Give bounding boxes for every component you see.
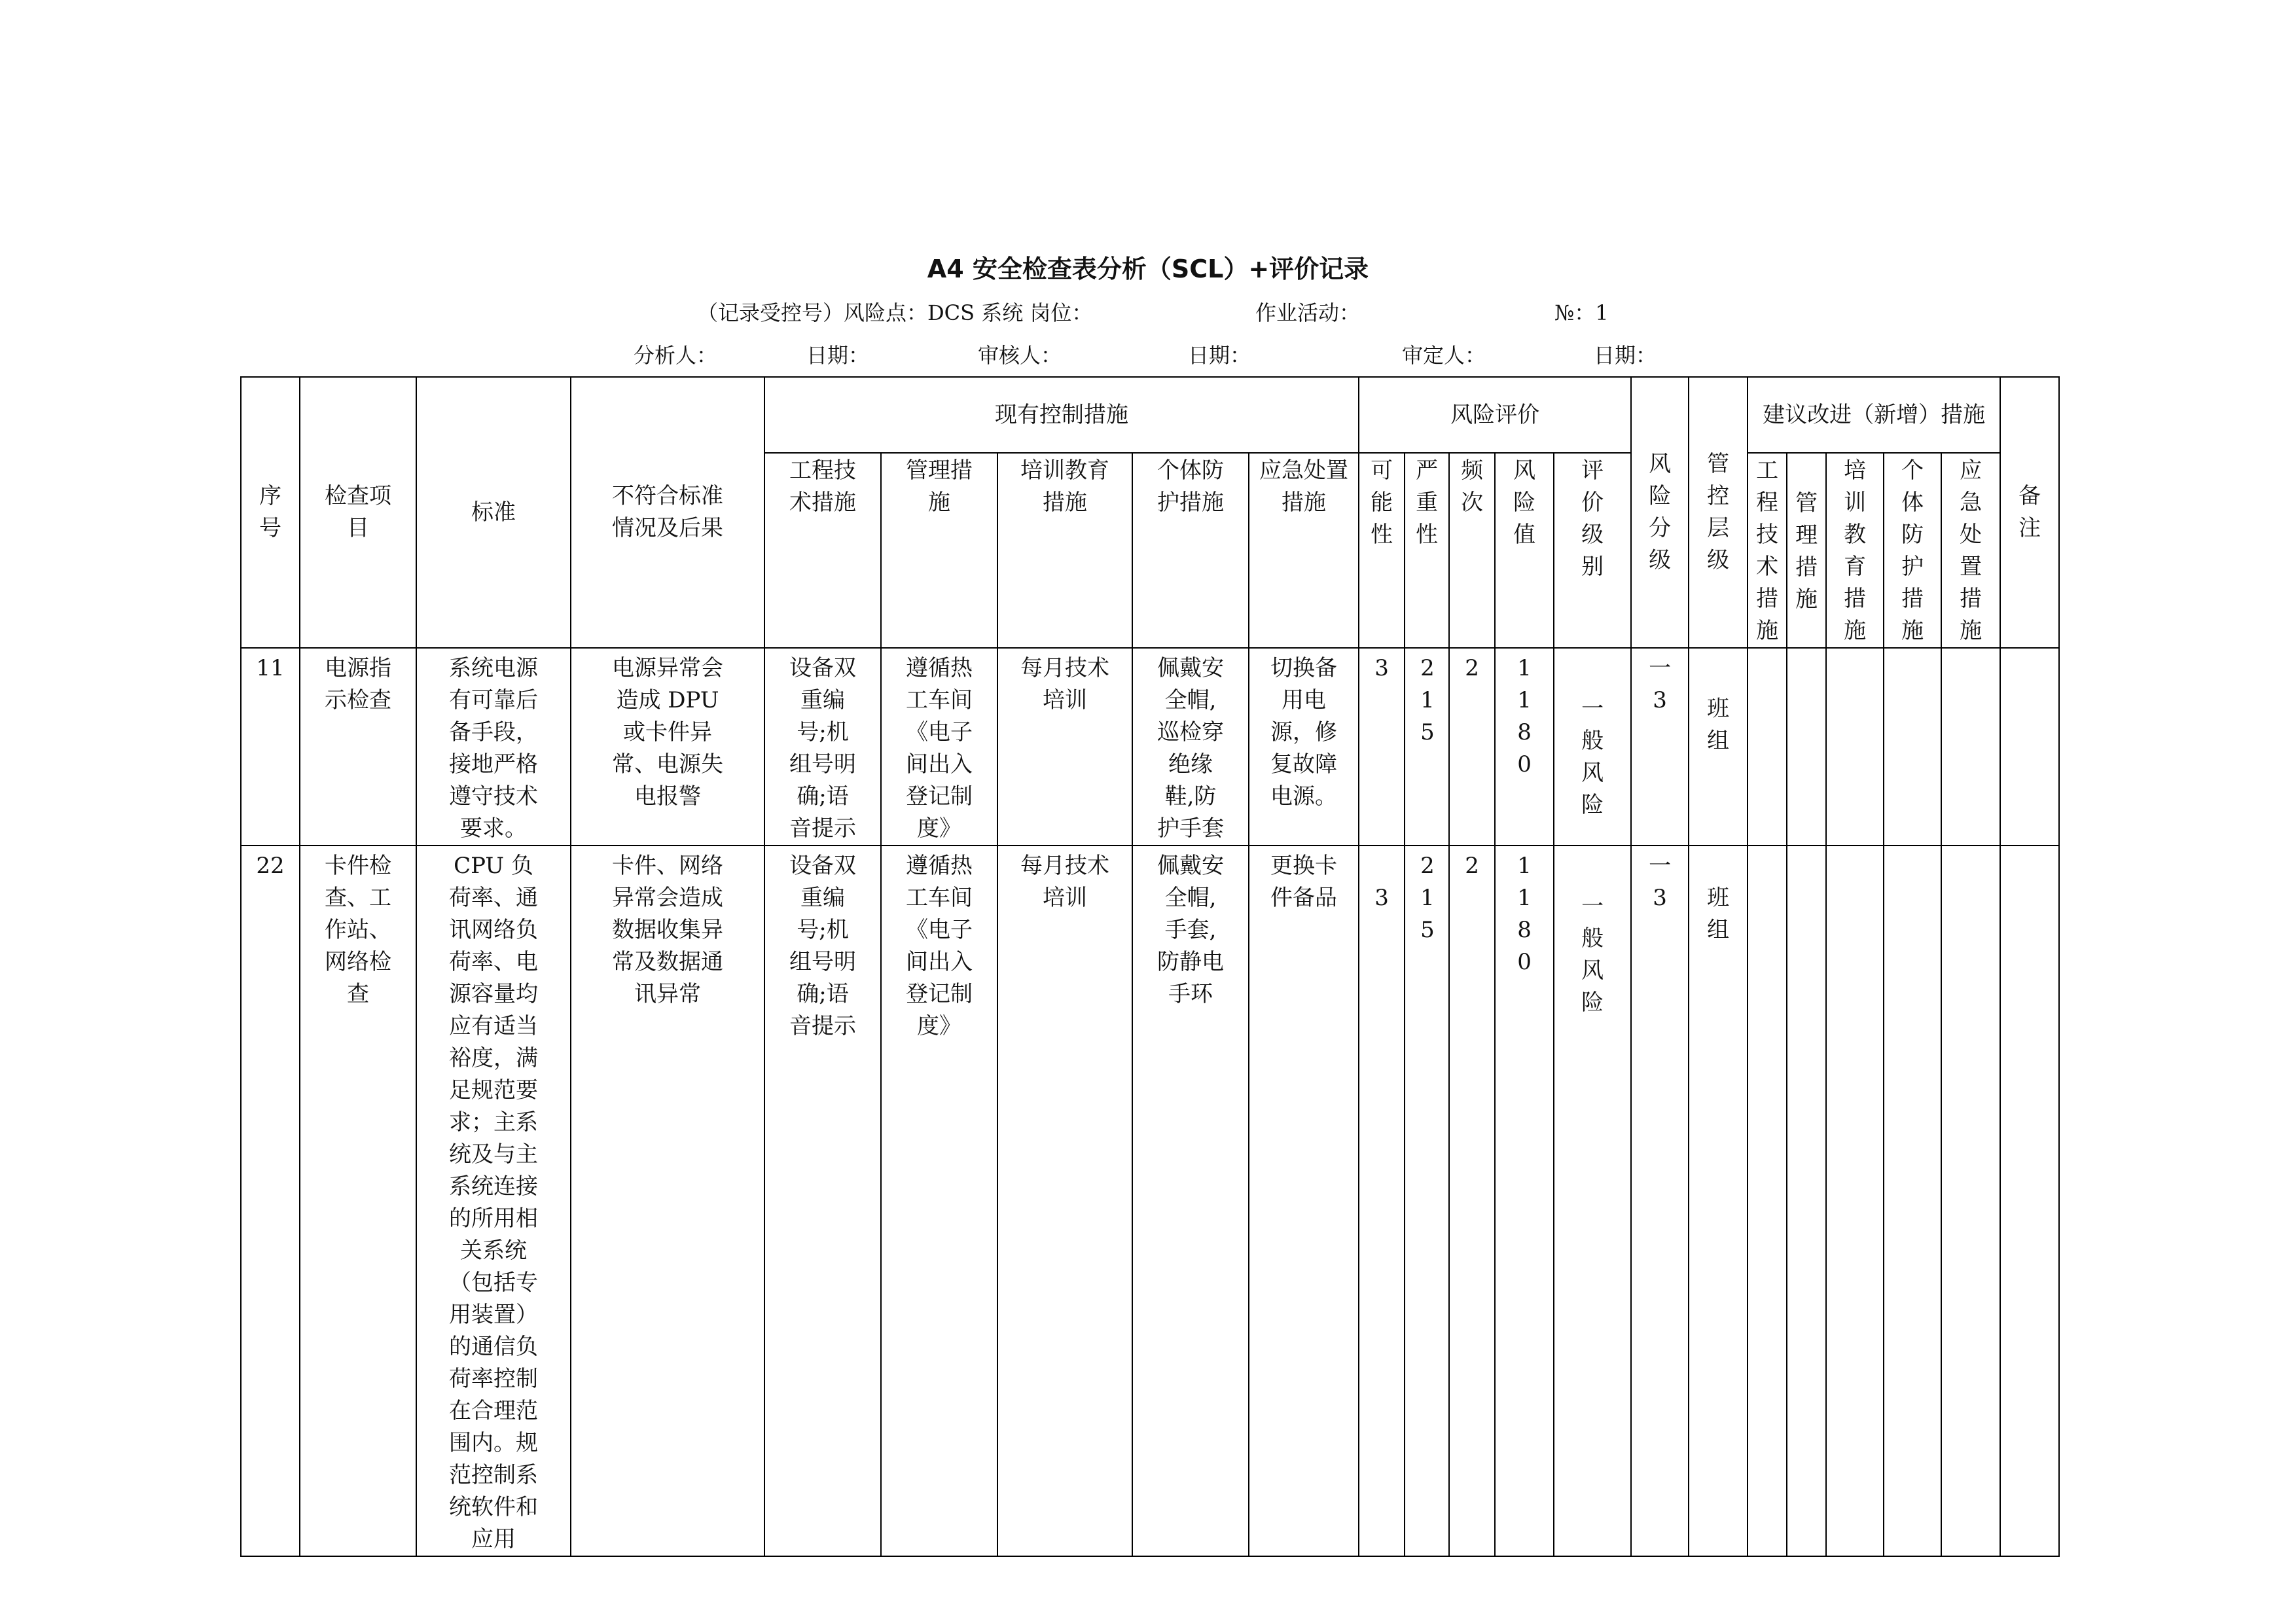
header-suggest-emergency: 应急处置措施 [1941, 453, 2000, 648]
row-training: 每月技术培训 [997, 846, 1132, 1556]
table-row [241, 648, 2059, 846]
row-nonconform: 电源异常会造成 DPU 或卡件异常、电源失电报警 [571, 648, 764, 846]
row-seq: 11 [241, 648, 300, 846]
header-suggest-training: 培训教育措施 [1826, 453, 1884, 648]
row-item: 卡件检查、工作站、网络检查 [300, 846, 416, 1556]
header-suggest-eng: 工程技术措施 [1748, 453, 1787, 648]
header-remark: 备注 [2000, 377, 2059, 648]
header-control-level: 管控层级 [1689, 377, 1748, 648]
header-risk-grade: 风险分级 [1631, 377, 1689, 648]
header-severity: 严重性 [1405, 453, 1449, 648]
row-frequency: 2 [1449, 846, 1495, 1556]
row-risk-grade: 一3 [1631, 846, 1689, 1556]
header-suggested-measures: 建议改进（新增）措施 [1748, 377, 2000, 453]
row-suggest-eng [1748, 846, 1787, 1556]
row-eng: 设备双重编号;机组号明确;语音提示 [764, 846, 881, 1556]
row-nonconform: 卡件、网络异常会造成数据收集异常及数据通讯异常 [571, 846, 764, 1556]
row-risk-value: 1180 [1495, 846, 1554, 1556]
header-eval-level: 评价级别 [1554, 453, 1631, 648]
row-control-level: 班组 [1689, 648, 1748, 846]
analyst-label: 分析人： [634, 343, 718, 368]
activity-label: 作业活动： [1255, 300, 1361, 325]
analyst-date-label: 日期： [806, 343, 870, 368]
row-eval-level: 一般风险 [1554, 846, 1631, 1556]
row-standard: 系统电源有可靠后备手段，接地严格遵守技术要求。 [416, 648, 571, 846]
row-suggest-ppe [1884, 648, 1941, 846]
row-suggest-eng [1748, 648, 1787, 846]
row-eng: 设备双重编号;机组号明确;语音提示 [764, 648, 881, 846]
row-suggest-emergency [1941, 648, 2000, 846]
row-suggest-training [1826, 846, 1884, 1556]
row-remark [2000, 846, 2059, 1556]
row-seq: 22 [241, 846, 300, 1556]
row-emergency: 切换备用电源，修复故障电源。 [1249, 648, 1359, 846]
row-frequency: 2 [1449, 648, 1495, 846]
row-remark [2000, 648, 2059, 846]
row-control-level: 班组 [1689, 846, 1748, 1556]
header-seq: 序号 [241, 377, 300, 648]
header-existing-measures: 现有控制措施 [764, 377, 1359, 453]
header-frequency: 频次 [1449, 453, 1495, 648]
header-risk-evaluation: 风险评价 [1359, 377, 1631, 453]
row-emergency: 更换卡件备品 [1249, 846, 1359, 1556]
header-training: 培训教育措施 [997, 453, 1132, 648]
header-eng: 工程技术措施 [764, 453, 881, 648]
header-mgmt: 管理措施 [881, 453, 997, 648]
row-suggest-ppe [1884, 846, 1941, 1556]
table-row [241, 846, 2059, 1556]
row-likelihood: 3 [1359, 846, 1405, 1556]
row-severity: 215 [1405, 846, 1449, 1556]
header-likelihood: 可能性 [1359, 453, 1405, 648]
scl-table [240, 376, 2060, 1557]
row-risk-grade: 一3 [1631, 648, 1689, 846]
header-nonconform: 不符合标准情况及后果 [571, 377, 764, 648]
row-mgmt: 遵循热工车间《电子间出入登记制度》 [881, 846, 997, 1556]
reviewer-label: 审核人： [978, 343, 1062, 368]
row-suggest-mgmt [1787, 648, 1826, 846]
header-risk-value: 风险值 [1495, 453, 1554, 648]
header-emergency: 应急处置措施 [1249, 453, 1359, 648]
row-ppe: 佩戴安全帽,巡检穿绝缘鞋,防护手套 [1132, 648, 1249, 846]
row-eval-level: 一般风险 [1554, 648, 1631, 846]
row-ppe: 佩戴安全帽,手套,防静电手环 [1132, 846, 1249, 1556]
document-title: A4 安全检查表分析（SCL）+评价记录 [927, 255, 1369, 283]
header-suggest-mgmt: 管理措施 [1787, 453, 1826, 648]
row-mgmt: 遵循热工车间《电子间出入登记制度》 [881, 648, 997, 846]
row-suggest-emergency [1941, 846, 2000, 1556]
row-suggest-mgmt [1787, 846, 1826, 1556]
header-row-1 [241, 377, 2059, 453]
header-ppe: 个体防护措施 [1132, 453, 1249, 648]
row-severity: 215 [1405, 648, 1449, 846]
header-suggest-ppe: 个体防护措施 [1884, 453, 1941, 648]
approver-label: 审定人： [1402, 343, 1486, 368]
row-risk-value: 1180 [1495, 648, 1554, 846]
header-item: 检查项目 [300, 377, 416, 648]
approver-date-label: 日期： [1594, 343, 1657, 368]
row-suggest-training [1826, 648, 1884, 846]
header-standard: 标准 [416, 377, 571, 648]
row-training: 每月技术培训 [997, 648, 1132, 846]
row-likelihood: 3 [1359, 648, 1405, 846]
sheet-number: №：1 [1554, 300, 1609, 325]
row-standard: CPU 负荷率、通讯网络负荷率、电源容量均应有适当裕度，满足规范要求；主系统及与主系统连接的所用相关系统（包括专用装置）的通信负荷率控制在合理范围内。规范控制系统软件和应用 [416, 846, 571, 1556]
reviewer-date-label: 日期： [1188, 343, 1251, 368]
row-item: 电源指示检查 [300, 648, 416, 846]
record-no-line: （记录受控号）风险点：DCS 系统 岗位： [697, 300, 1093, 325]
